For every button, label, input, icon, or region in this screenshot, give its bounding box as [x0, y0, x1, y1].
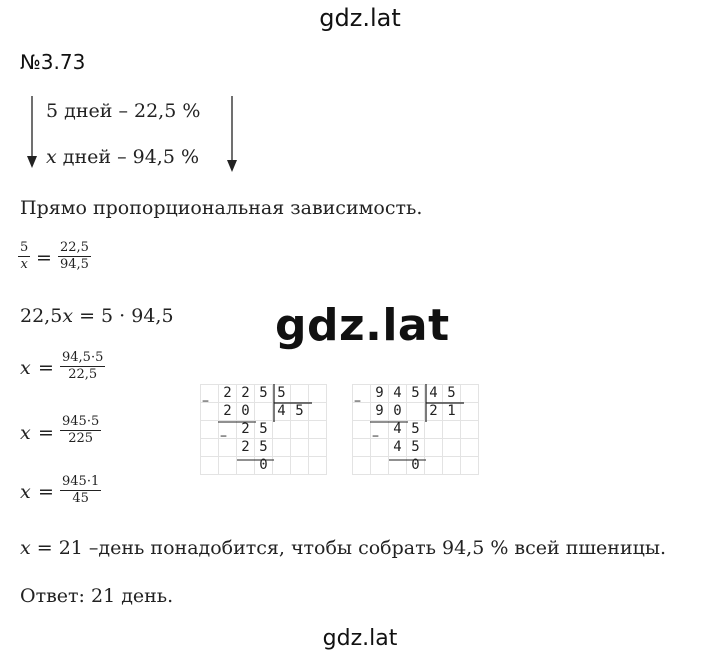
fraction-eq3: [60, 350, 105, 383]
equals-sign: =: [38, 481, 54, 503]
division-digit: 5: [407, 385, 425, 403]
variable-x: x: [62, 305, 74, 327]
division-digit: 2: [219, 385, 237, 403]
fraction-22-5-over-94-5: [58, 240, 91, 273]
variable-x: x: [20, 481, 31, 503]
numerator: 945·1: [62, 474, 100, 489]
result-line: [20, 537, 666, 559]
watermark-bottom: gdz.lat: [322, 626, 398, 651]
answer: Ответ: 21 день.: [20, 585, 174, 607]
division-digit: 4: [425, 385, 443, 403]
division-digit: 5: [273, 385, 291, 403]
division-digit: 5: [255, 421, 273, 439]
arrow-left-icon: [26, 96, 38, 170]
equals-sign: =: [38, 357, 54, 379]
fraction-eq4: [60, 414, 101, 447]
minus-sign: –: [202, 393, 209, 409]
denominator: 225: [68, 431, 94, 446]
numerator: 945·5: [62, 414, 100, 429]
proportion-row-2: [46, 146, 199, 168]
division-digit: 5: [255, 385, 273, 403]
division-digit: 4: [273, 403, 291, 421]
division-digit: 9: [371, 403, 389, 421]
result-text: = 21 –день понадобится, чтобы собрать 94,5 % всей пшеницы.: [30, 537, 666, 559]
statement: Прямо пропорциональная зависимость.: [20, 197, 423, 219]
division-digit: 2: [237, 421, 255, 439]
denominator: 22,5: [68, 367, 98, 382]
division-digit: 4: [389, 421, 407, 439]
minus-sign: –: [220, 428, 227, 444]
numerator: 5: [20, 240, 29, 255]
division-digit: 2: [237, 385, 255, 403]
division-digit: 9: [371, 385, 389, 403]
problem-number: №3.73: [20, 50, 86, 74]
fraction-eq5: [60, 474, 101, 507]
equals-sign: =: [38, 422, 54, 444]
proportion-row-2-text: дней – 94,5 %: [56, 146, 200, 168]
division-digit: 2: [237, 439, 255, 457]
minus-sign: –: [372, 428, 379, 444]
division-digit: 0: [237, 403, 255, 421]
variable-x: x: [46, 146, 57, 168]
division-digit: 2: [425, 403, 443, 421]
division-digit: 0: [389, 403, 407, 421]
division-digit: 0: [255, 457, 273, 475]
denominator: 45: [72, 491, 89, 506]
division-digit: 5: [443, 385, 461, 403]
division-digit: 5: [255, 439, 273, 457]
watermark-middle: gdz.lat: [275, 300, 450, 351]
equation-2-rest: = 5 · 94,5: [73, 305, 174, 327]
division-digit: 5: [407, 439, 425, 457]
denominator: x: [20, 257, 28, 272]
coefficient: 22,5: [20, 305, 63, 327]
arrow-right-icon: [226, 96, 238, 174]
denominator: 94,5: [60, 257, 89, 272]
minus-sign: –: [354, 393, 361, 409]
fraction-5-over-x: [18, 240, 30, 273]
division-digit: 4: [389, 385, 407, 403]
division-bracket: [352, 384, 482, 484]
variable-x: x: [20, 422, 31, 444]
division-digit: 5: [291, 403, 309, 421]
variable-x: x: [20, 357, 31, 379]
watermark-top: gdz.lat: [319, 4, 401, 32]
division-digit: 1: [443, 403, 461, 421]
equals-sign: =: [36, 247, 52, 269]
division-digit: 2: [219, 403, 237, 421]
proportion-row-1: 5 дней – 22,5 %: [46, 100, 201, 122]
variable-x: x: [20, 537, 31, 559]
division-digit: 0: [407, 457, 425, 475]
numerator: 22,5: [60, 240, 89, 255]
equation-2: [20, 305, 174, 327]
division-bracket: [200, 384, 330, 484]
division-digit: 5: [407, 421, 425, 439]
numerator: 94,5·5: [62, 350, 104, 365]
division-digit: 4: [389, 439, 407, 457]
